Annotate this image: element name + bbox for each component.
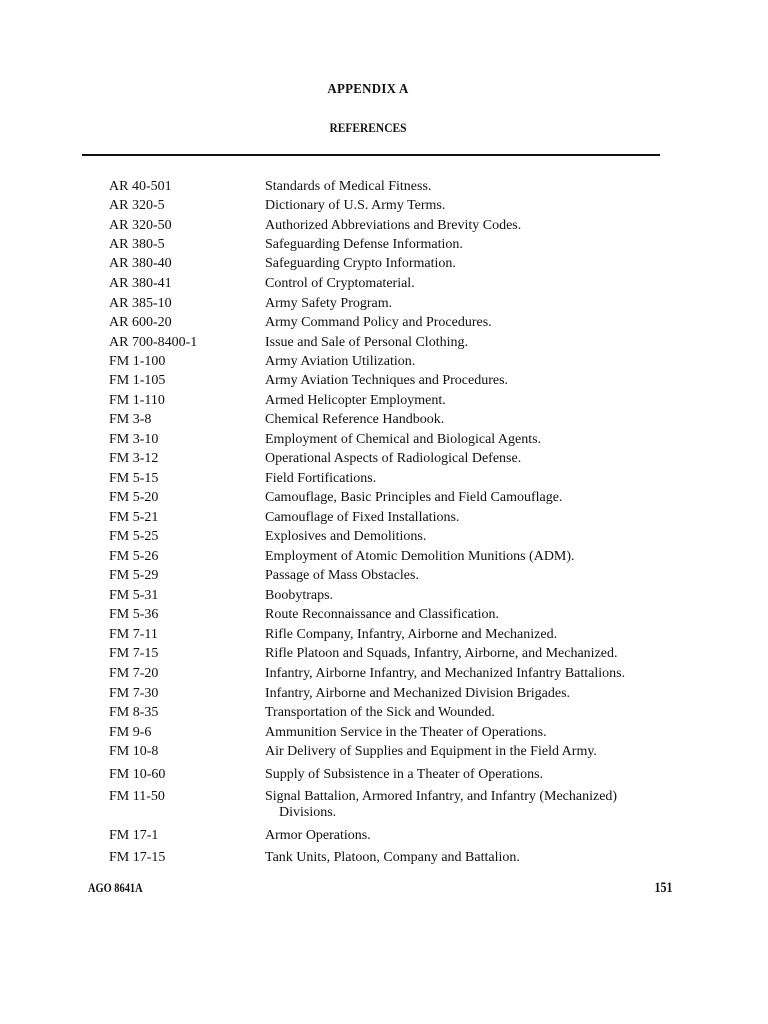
reference-title <box>265 198 705 214</box>
reference-title <box>265 510 705 526</box>
reference-code: FM 5-29 <box>109 568 159 583</box>
reference-code: FM 7-20 <box>109 666 159 681</box>
reference-title <box>265 607 705 623</box>
reference-title-text: Employment of Chemical and Biological Agents. <box>265 432 542 447</box>
reference-title-text: Control of Cryptomaterial. <box>265 276 415 291</box>
reference-code: FM 5-21 <box>109 510 159 525</box>
reference-code: FM 7-11 <box>109 627 158 642</box>
reference-title-text: Operational Aspects of Radiological Defense. <box>265 451 522 466</box>
reference-title <box>265 218 705 234</box>
reference-title-text: Safeguarding Crypto Information. <box>265 256 456 271</box>
reference-title-text: Infantry, Airborne Infantry, and Mechanized Infantry Battalions. <box>265 666 626 681</box>
reference-code: FM 11-50 <box>109 789 165 804</box>
reference-title-text: Air Delivery of Supplies and Equipment in the Field Army. <box>265 744 597 759</box>
reference-title <box>265 335 705 351</box>
reference-title-text: Camouflage of Fixed Installations. <box>265 510 460 525</box>
page-number: 151 <box>654 880 672 896</box>
reference-code: FM 10-8 <box>109 744 159 759</box>
document-id: AGO 8641A <box>88 880 143 895</box>
reference-code: FM 7-15 <box>109 646 159 661</box>
reference-title-text: Authorized Abbreviations and Brevity Codes. <box>265 218 522 233</box>
reference-title <box>265 666 705 682</box>
reference-code: FM 5-25 <box>109 529 159 544</box>
reference-title <box>265 744 705 760</box>
reference-title <box>265 432 705 448</box>
reference-title-text: Army Aviation Utilization. <box>265 354 416 369</box>
reference-title <box>265 412 705 428</box>
reference-title-text: Armor Operations. <box>265 828 371 843</box>
reference-code: FM 3-12 <box>109 451 159 466</box>
reference-title-text: Rifle Company, Infantry, Airborne and Mechanized. <box>265 627 558 642</box>
reference-title-text: Dictionary of U.S. Army Terms. <box>265 198 446 213</box>
reference-code: AR 40-501 <box>109 179 172 194</box>
reference-title-text: Camouflage, Basic Principles and Field Camouflage. <box>265 490 563 505</box>
reference-title <box>265 646 705 662</box>
reference-code: AR 380-5 <box>109 237 165 252</box>
reference-code: FM 8-35 <box>109 705 159 720</box>
reference-title <box>265 451 705 467</box>
reference-code: FM 1-105 <box>109 373 166 388</box>
reference-title-text: Explosives and Demolitions. <box>265 529 427 544</box>
reference-code: AR 600-20 <box>109 315 172 330</box>
reference-title <box>265 850 705 866</box>
reference-title-text: Standards of Medical Fitness. <box>265 179 432 194</box>
reference-title-text: Tank Units, Platoon, Company and Battalion. <box>265 850 520 865</box>
reference-code: FM 17-15 <box>109 850 166 865</box>
reference-title-text: Route Reconnaissance and Classification. <box>265 607 500 622</box>
reference-title-text: Passage of Mass Obstacles. <box>265 568 419 583</box>
references-heading: REFERENCES <box>329 120 407 135</box>
reference-title <box>265 296 705 312</box>
reference-title <box>265 789 705 821</box>
reference-title-text: Transportation of the Sick and Wounded. <box>265 705 495 720</box>
reference-title <box>265 315 705 331</box>
reference-title <box>265 354 705 370</box>
reference-title-text: Army Command Policy and Procedures. <box>265 315 492 330</box>
reference-code: FM 5-36 <box>109 607 159 622</box>
reference-title <box>265 767 705 783</box>
reference-title <box>265 490 705 506</box>
reference-title <box>265 686 705 702</box>
reference-title-text: Army Aviation Techniques and Procedures. <box>265 373 509 388</box>
reference-code: FM 3-10 <box>109 432 159 447</box>
reference-title <box>265 725 705 741</box>
reference-code: FM 10-60 <box>109 767 166 782</box>
reference-title-text: Supply of Subsistence in a Theater of Operations. <box>265 767 544 782</box>
reference-title-text: Field Fortifications. <box>265 471 377 486</box>
reference-title <box>265 705 705 721</box>
reference-title <box>265 373 705 389</box>
reference-title <box>265 529 705 545</box>
reference-title-text: Issue and Sale of Personal Clothing. <box>265 335 468 350</box>
reference-code: AR 385-10 <box>109 296 172 311</box>
reference-code: AR 380-40 <box>109 256 172 271</box>
reference-title-text: Army Safety Program. <box>265 296 393 311</box>
reference-title-text: Safeguarding Defense Information. <box>265 237 463 252</box>
reference-title-continuation: Divisions. <box>279 805 337 820</box>
reference-title <box>265 549 705 565</box>
reference-title-text: Signal Battalion, Armored Infantry, and Infantry (Mechanized) <box>265 789 618 804</box>
reference-code: FM 3-8 <box>109 412 152 427</box>
reference-code: AR 700-8400-1 <box>109 335 198 350</box>
reference-title <box>265 471 705 487</box>
reference-title-text: Chemical Reference Handbook. <box>265 412 445 427</box>
reference-title <box>265 276 705 292</box>
reference-title <box>265 588 705 604</box>
reference-title-text: Rifle Platoon and Squads, Infantry, Airborne, and Mechanized. <box>265 646 618 661</box>
reference-title-text: Infantry, Airborne and Mechanized Division Brigades. <box>265 686 571 701</box>
reference-title-text: Ammunition Service in the Theater of Operations. <box>265 725 547 740</box>
horizontal-rule <box>82 154 660 156</box>
reference-code: AR 320-50 <box>109 218 172 233</box>
reference-title-text: Boobytraps. <box>265 588 334 603</box>
reference-code: AR 320-5 <box>109 198 165 213</box>
reference-code: FM 5-31 <box>109 588 159 603</box>
reference-code: AR 380-41 <box>109 276 172 291</box>
reference-code: FM 1-100 <box>109 354 166 369</box>
reference-title <box>265 256 705 272</box>
reference-title-text: Armed Helicopter Employment. <box>265 393 446 408</box>
appendix-title: APPENDIX A <box>327 82 409 97</box>
reference-title-text: Employment of Atomic Demolition Munitions (ADM). <box>265 549 575 564</box>
reference-title <box>265 828 705 844</box>
reference-title <box>265 237 705 253</box>
reference-title <box>265 568 705 584</box>
reference-title <box>265 393 705 409</box>
reference-code: FM 5-15 <box>109 471 159 486</box>
reference-code: FM 9-6 <box>109 725 152 740</box>
reference-code: FM 1-110 <box>109 393 165 408</box>
reference-code: FM 5-26 <box>109 549 159 564</box>
reference-code: FM 7-30 <box>109 686 159 701</box>
reference-code: FM 17-1 <box>109 828 159 843</box>
reference-title <box>265 627 705 643</box>
reference-code: FM 5-20 <box>109 490 159 505</box>
reference-title <box>265 179 705 195</box>
